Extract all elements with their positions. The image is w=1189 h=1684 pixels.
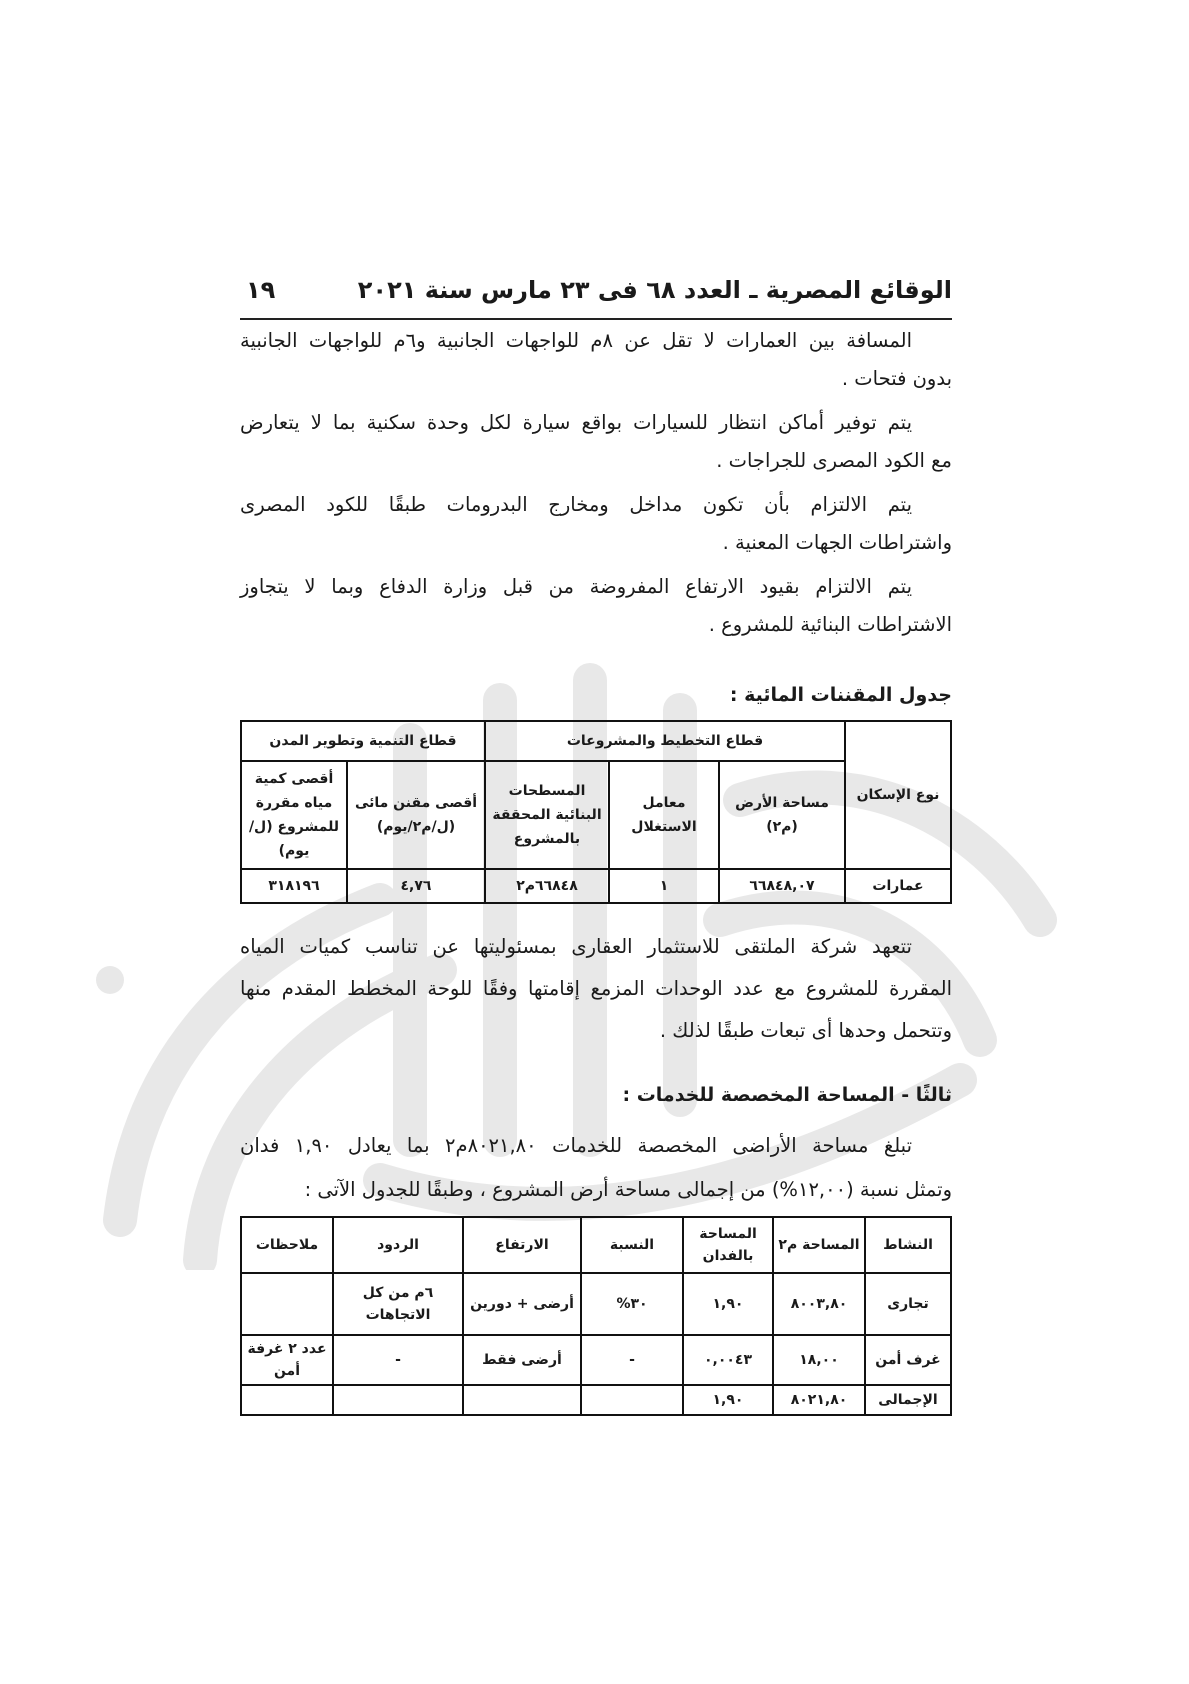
table-cell (463, 1385, 581, 1415)
paragraph-line: المقررة للمشروع مع عدد الوحدات المزمع إقامتها وفقًا للوحة المخطط المقدم منها (240, 977, 952, 1000)
paragraph-parking (240, 404, 952, 480)
table-cell: الإجمالى (865, 1385, 951, 1415)
table-cell: ١,٩٠ (683, 1385, 773, 1415)
page-header (240, 272, 952, 320)
table-cell: - (581, 1335, 683, 1385)
table-cell: أرضى فقط (463, 1335, 581, 1385)
col-area-m2: المساحة م٢ (773, 1217, 865, 1273)
table-cell: - (333, 1335, 463, 1385)
table-cell: ٦٦٨٤٨,٠٧ (719, 869, 845, 903)
col-setbacks: الردود (333, 1217, 463, 1273)
table-cell: أرضى + دورين (463, 1273, 581, 1335)
table-cell (241, 1273, 333, 1335)
col-notes: ملاحظات (241, 1217, 333, 1273)
header-title: الوقائع المصرية ـ العدد ٦٨ فى ٢٣ مارس سنة ٢٠٢١ (357, 276, 952, 304)
paragraph-basements (240, 486, 952, 562)
group-planning-sector: قطاع التخطيط والمشروعات (485, 721, 845, 761)
paragraph-services-area (240, 1124, 952, 1212)
table-cell: عمارات (845, 869, 951, 903)
table-cell: غرف أمن (865, 1335, 951, 1385)
col-activity: النشاط (865, 1217, 951, 1273)
paragraph-height-limits (240, 568, 952, 644)
col-housing-type: نوع الإسكان (845, 721, 951, 869)
table-cell: ٦م من كل الاتجاهات (333, 1273, 463, 1335)
paragraph-line: الاشتراطات البنائية للمشروع . (708, 613, 952, 636)
paragraph-line: مع الكود المصرى للجراجات . (716, 449, 952, 472)
table-cell: ٨٠٢١,٨٠ (773, 1385, 865, 1415)
paragraph-line: يتم توفير أماكن انتظار للسيارات بواقع سيارة لكل وحدة سكنية بما لا يتعارض (240, 411, 912, 434)
water-rations-table (240, 720, 952, 904)
paragraph-building-distance (240, 322, 952, 398)
table-cell: تجارى (865, 1273, 951, 1335)
table-cell: ٠,٠٠٤٣ (683, 1335, 773, 1385)
table-cell (333, 1385, 463, 1415)
paragraph-commitment (240, 926, 952, 1052)
paragraph-line: وتتحمل وحدها أى تبعات طبقًا لذلك . (659, 1019, 952, 1042)
services-table (240, 1216, 952, 1416)
col-percentage: النسبة (581, 1217, 683, 1273)
paragraph-line: يتم الالتزام بقيود الارتفاع المفروضة من قبل وزارة الدفاع وبما لا يتجاوز (240, 575, 912, 598)
paragraph-line: تتعهد شركة الملتقى للاستثمار العقارى بمسئوليتها عن تناسب كميات المياه (240, 935, 912, 958)
table-cell: عدد ٢ غرفة أمن (241, 1335, 333, 1385)
paragraph-line: بدون فتحات . (841, 367, 952, 390)
col-height: الارتفاع (463, 1217, 581, 1273)
table-cell: ٣١٨١٩٦ (241, 869, 347, 903)
paragraph-line: المسافة بين العمارات لا تقل عن ٨م للواجهات الجانبية و٦م للواجهات الجانبية (240, 329, 912, 352)
col-area-feddan: المساحة بالفدان (683, 1217, 773, 1273)
col-max-water-quantity: أقصى كمية مياه مقررة للمشروع (ل/يوم) (241, 761, 347, 869)
table-cell: ٣٠% (581, 1273, 683, 1335)
table-row (241, 1335, 951, 1385)
table-row (241, 1385, 951, 1415)
table-row (241, 869, 951, 903)
table-cell: ٦٦٨٤٨م٢ (485, 869, 609, 903)
table-cell (241, 1385, 333, 1415)
table-cell (581, 1385, 683, 1415)
paragraph-line: تبلغ مساحة الأراضى المخصصة للخدمات ٨٠٢١,٨٠م٢ بما يعادل ١,٩٠ فدان (240, 1134, 912, 1157)
paragraph-line: واشتراطات الجهات المعنية . (722, 531, 952, 554)
col-utilization-factor: معامل الاستغلال (609, 761, 719, 869)
paragraph-line: وتمثل نسبة (١٢,٠٠%) من إجمالى مساحة أرض المشروع ، وطبقًا للجدول الآتى : (304, 1178, 952, 1201)
services-heading: ثالثًا - المساحة المخصصة للخدمات : (622, 1084, 952, 1106)
col-built-areas: المسطحات البنائية المحققة بالمشروع (485, 761, 609, 869)
table-cell: ١٨,٠٠ (773, 1335, 865, 1385)
table-row (241, 1273, 951, 1335)
table-cell: ١,٩٠ (683, 1273, 773, 1335)
page-number: ١٩ (246, 276, 276, 304)
table-cell: ١ (609, 869, 719, 903)
col-land-area: مساحة الأرض (م٢) (719, 761, 845, 869)
paragraph-line: يتم الالتزام بأن تكون مداخل ومخارج البدرومات طبقًا للكود المصرى (240, 493, 912, 516)
col-max-water-ration: أقصى مقنن مائى (ل/م٢/يوم) (347, 761, 485, 869)
table-cell: ٨٠٠٣,٨٠ (773, 1273, 865, 1335)
group-development-sector: قطاع التنمية وتطوير المدن (241, 721, 485, 761)
table-cell: ٤,٧٦ (347, 869, 485, 903)
water-table-heading: جدول المقننات المائية : (729, 684, 952, 706)
